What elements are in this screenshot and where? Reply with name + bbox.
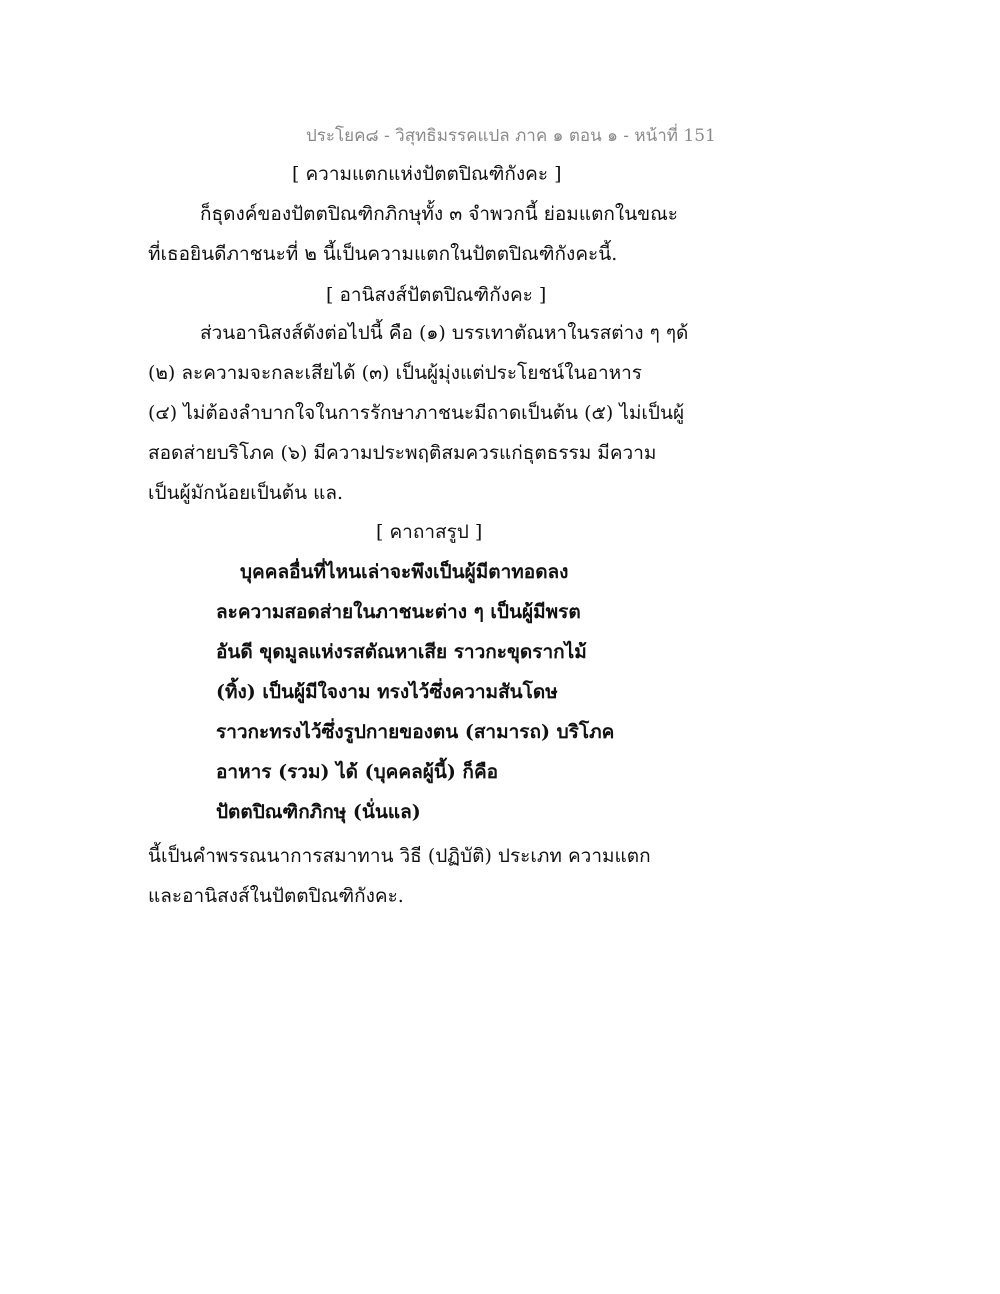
- paragraph-line: ส่วนอานิสงส์ดังต่อไปนี้ คือ (๑) บรรเทาตัณหาในรสต่าง ๆ ๆด้: [200, 322, 689, 344]
- paragraph-line: (๒) ละความจะกละเสียได้ (๓) เป็นผู้มุ่งแต่ประโยชน์ในอาหาร: [148, 362, 643, 384]
- verse-line: ละความสอดส่ายในภาชนะต่าง ๆ เป็นผู้มีพรต: [216, 601, 581, 623]
- page-header: ประโยค๘ - วิสุทธิมรรคแปล ภาค ๑ ตอน ๑ - หน้าที่ 151: [306, 126, 716, 146]
- verse-line: ราวกะทรงไว้ซึ่งรูปกายของตน (สามารถ) บริโภค: [216, 721, 615, 743]
- section-heading-benefits: [ อานิสงส์ปัตตปิณฑิกังคะ ]: [326, 284, 547, 306]
- section-heading-verse: [ คาถาสรูป ]: [376, 521, 483, 543]
- paragraph-line: สอดส่ายบริโภค (๖) มีความประพฤติสมควรแก่ธุตธรรม มีความ: [148, 442, 657, 464]
- paragraph-line: (๔) ไม่ต้องลำบากใจในการรักษาภาชนะมีถาดเป็นต้น (๕) ไม่เป็นผู้: [148, 402, 685, 424]
- paragraph-line: ที่เธอยินดีภาชนะที่ ๒ นี้เป็นความแตกในปัตตปิณฑิกังคะนี้.: [148, 243, 618, 265]
- closing-line: นี้เป็นคำพรรณนาการสมาทาน วิธี (ปฏิบัติ) ประเภท ความแตก: [148, 845, 651, 867]
- section-heading-breaking: [ ความแตกแห่งปัตตปิณฑิกังคะ ]: [292, 163, 562, 185]
- verse-line: อาหาร (รวม) ได้ (บุคคลผู้นี้) ก็คือ: [216, 761, 499, 783]
- verse-line: บุคคลอื่นที่ไหนเล่าจะพึงเป็นผู้มีตาทอดลง: [240, 561, 569, 583]
- closing-line: และอานิสงส์ในปัตตปิณฑิกังคะ.: [148, 885, 404, 907]
- paragraph-line: ก็ธุดงค์ของปัตตปิณฑิกภิกษุทั้ง ๓ จำพวกนี้ ย่อมแตกในขณะ: [200, 203, 678, 225]
- verse-line: ปัตตปิณฑิกภิกษุ (นั่นแล): [216, 801, 421, 823]
- paragraph-line: เป็นผู้มักน้อยเป็นต้น แล.: [148, 482, 344, 504]
- verse-line: (ทิ้ง) เป็นผู้มีใจงาม ทรงไว้ซึ่งความสันโดษ: [216, 681, 558, 703]
- verse-line: อันดี ขุดมูลแห่งรสตัณหาเสีย ราวกะขุดรากไม้: [216, 641, 587, 663]
